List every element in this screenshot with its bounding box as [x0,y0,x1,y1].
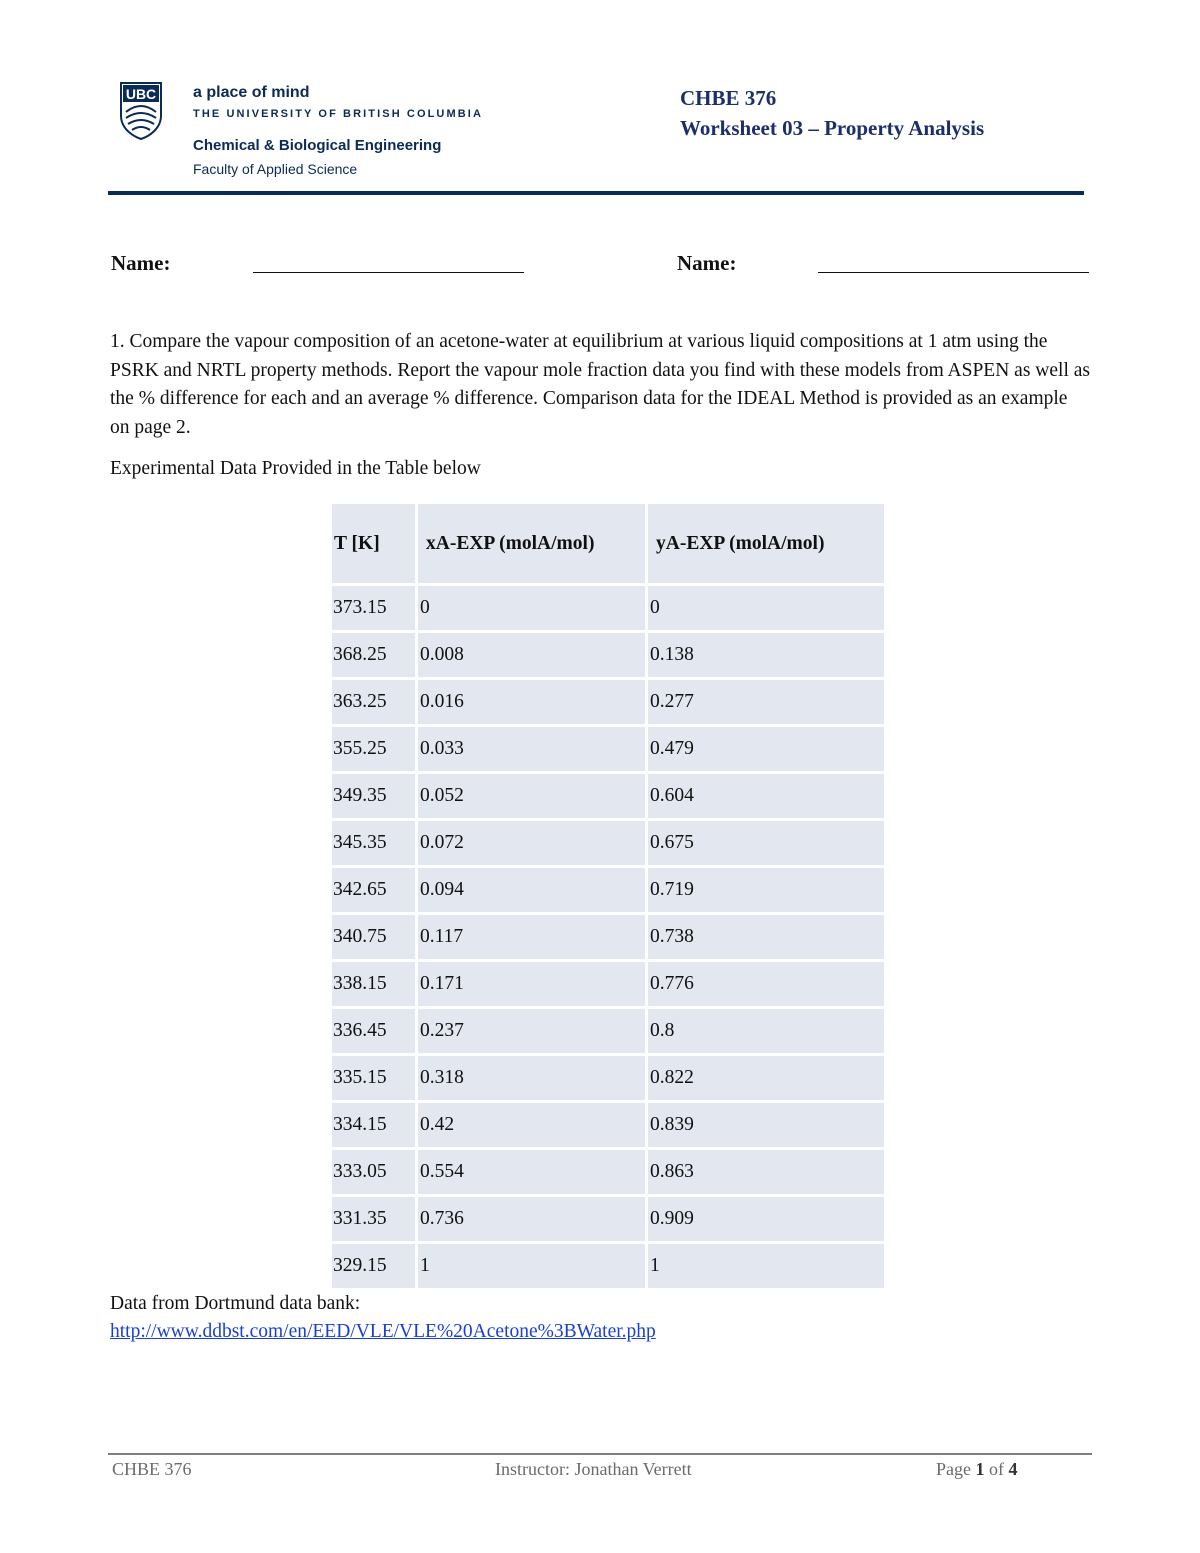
cell-xa-exp: 0.117 [418,915,645,959]
cell-xa-exp: 0.237 [418,1009,645,1053]
header-divider [108,191,1084,195]
cell-ya-exp: 0.277 [648,680,884,724]
cell-temperature: 373.15 [332,586,415,630]
cell-xa-exp: 0.736 [418,1197,645,1241]
logo-department: Chemical & Biological Engineering [193,137,442,154]
cell-temperature: 331.35 [332,1197,415,1241]
table-row [332,586,884,630]
source-link[interactable]: http://www.ddbst.com/en/EED/VLE/VLE%20Acetone%3BWater.php [110,1321,656,1342]
cell-ya-exp: 0.738 [648,915,884,959]
cell-temperature: 368.25 [332,633,415,677]
table-row [332,727,884,771]
page-of: of [989,1459,1004,1479]
cell-xa-exp: 0.554 [418,1150,645,1194]
cell-xa-exp: 1 [418,1244,645,1288]
cell-xa-exp: 0.016 [418,680,645,724]
cell-xa-exp: 0.072 [418,821,645,865]
cell-temperature: 333.05 [332,1150,415,1194]
cell-temperature: 363.25 [332,680,415,724]
cell-ya-exp: 0 [648,586,884,630]
footer-page-number [936,1459,1018,1480]
table-row [332,821,884,865]
logo-faculty: Faculty of Applied Science [193,161,358,177]
cell-temperature: 355.25 [332,727,415,771]
name-field-2[interactable] [818,272,1089,273]
table-header-row [332,504,884,583]
table-row [332,962,884,1006]
page-prefix: Page [936,1459,971,1479]
cell-temperature: 334.15 [332,1103,415,1147]
cell-temperature: 329.15 [332,1244,415,1288]
cell-ya-exp: 0.138 [648,633,884,677]
table-row [332,868,884,912]
header-ya-exp: yA-EXP (molA/mol) [648,504,884,583]
cell-ya-exp: 0.822 [648,1056,884,1100]
cell-xa-exp: 0.008 [418,633,645,677]
table-row [332,1150,884,1194]
name-field-1[interactable] [253,272,524,273]
table-row [332,633,884,677]
cell-ya-exp: 0.909 [648,1197,884,1241]
cell-ya-exp: 0.839 [648,1103,884,1147]
header-course-title [680,84,984,144]
question-1-text: 1. Compare the vapour composition of an acetone-water at equilibrium at various liquid compositions at 1 atm using the PSRK and NRTL property methods. Report the vapour mole fraction data you find with these models from ASPEN as well as the % difference for each and an average % difference. Comparison data for the IDEAL Method is provided as an example on page 2. [110,331,1090,438]
footer-divider [108,1453,1092,1455]
cell-ya-exp: 0.675 [648,821,884,865]
table-row [332,1197,884,1241]
cell-temperature: 349.35 [332,774,415,818]
table-row [332,1103,884,1147]
table-row [332,1244,884,1288]
ubc-crest-icon [120,82,162,140]
worksheet-title: Worksheet 03 – Property Analysis [680,116,985,140]
table-row [332,774,884,818]
cell-temperature: 335.15 [332,1056,415,1100]
cell-temperature: 338.15 [332,962,415,1006]
cell-temperature: 342.65 [332,868,415,912]
cell-ya-exp: 0.776 [648,962,884,1006]
cell-xa-exp: 0.094 [418,868,645,912]
cell-ya-exp: 0.479 [648,727,884,771]
cell-ya-exp: 0.604 [648,774,884,818]
course-code: CHBE 376 [680,86,777,110]
page-current: 1 [975,1459,985,1479]
footer-course: CHBE 376 [112,1459,192,1479]
table-row [332,1056,884,1100]
table-row [332,915,884,959]
header-xa-exp: xA-EXP (molA/mol) [418,504,645,583]
name-label-1: Name: [111,251,171,275]
cell-temperature: 336.45 [332,1009,415,1053]
experimental-data-table [329,501,887,1291]
cell-ya-exp: 0.719 [648,868,884,912]
cell-ya-exp: 0.8 [648,1009,884,1053]
table-caption: Experimental Data Provided in the Table below [110,458,481,479]
cell-xa-exp: 0.171 [418,962,645,1006]
cell-xa-exp: 0.052 [418,774,645,818]
name-label-2: Name: [677,251,737,275]
cell-temperature: 345.35 [332,821,415,865]
crest-text: UBC [125,86,157,102]
header-temperature: T [K] [332,504,415,583]
table-row [332,1009,884,1053]
source-label: Data from Dortmund data bank: [110,1293,361,1314]
logo-university: THE UNIVERSITY OF BRITISH COLUMBIA [193,108,483,120]
cell-xa-exp: 0.318 [418,1056,645,1100]
logo-tagline: a place of mind [193,84,310,101]
cell-ya-exp: 0.863 [648,1150,884,1194]
table-row [332,680,884,724]
cell-xa-exp: 0.033 [418,727,645,771]
page-total: 4 [1008,1459,1018,1479]
cell-xa-exp: 0 [418,586,645,630]
cell-xa-exp: 0.42 [418,1103,645,1147]
footer-instructor: Instructor: Jonathan Verrett [495,1459,692,1479]
cell-temperature: 340.75 [332,915,415,959]
cell-ya-exp: 1 [648,1244,884,1288]
